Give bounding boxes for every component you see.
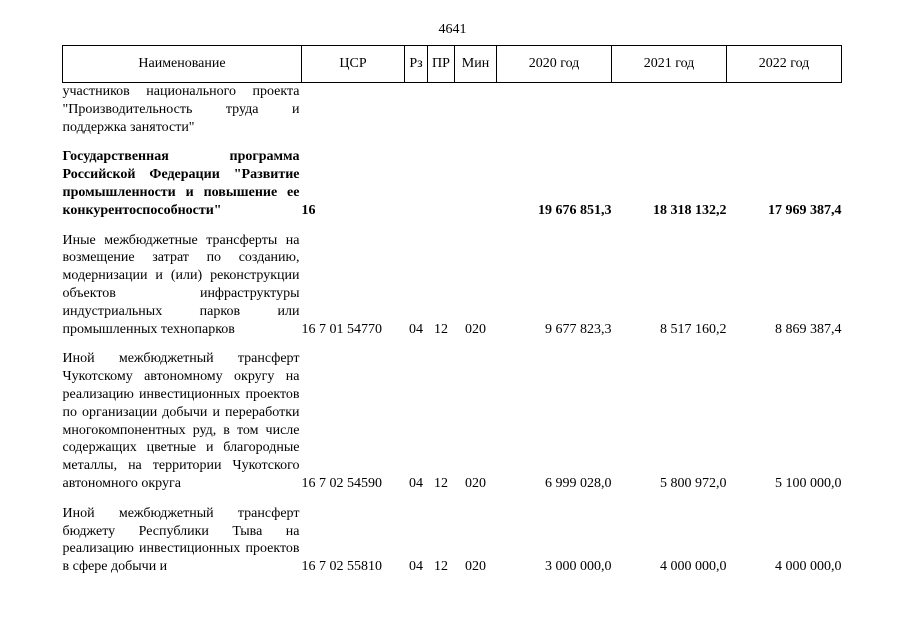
row-csr: 16 7 02 54590	[301, 475, 382, 491]
row-2020: 9 677 823,3	[545, 321, 612, 337]
page-number: 4641	[438, 22, 467, 37]
row-2022: 17 969 387,4	[768, 202, 842, 218]
row-2021	[612, 83, 727, 137]
header-pr: ПР	[428, 46, 455, 83]
row-rz	[405, 136, 428, 219]
budget-table	[62, 45, 842, 576]
header-rz: Рз	[405, 46, 428, 83]
row-pr: 12	[434, 475, 448, 491]
row-min: 020	[465, 559, 486, 575]
row-2021: 18 318 132,2	[653, 202, 727, 218]
row-csr: 16 7 01 54770	[301, 321, 382, 337]
header-min: Мин	[455, 46, 497, 83]
row-2022	[727, 83, 842, 137]
row-min	[455, 83, 497, 137]
header-2022: 2022 год	[727, 46, 842, 83]
header-2020: 2020 год	[497, 46, 612, 83]
row-name: Иные межбюджетные трансферты на возмещение затрат по созданию, модернизации и (или) реконструкции объектов инфраструктуры индустриальных парков или промышленных технопарков	[62, 232, 300, 337]
table-header-row	[63, 46, 842, 83]
row-2020: 19 676 851,3	[538, 202, 612, 218]
row-2022: 4 000 000,0	[775, 559, 842, 575]
row-2021: 4 000 000,0	[660, 559, 727, 575]
row-rz: 04	[409, 559, 423, 575]
table-row	[63, 83, 842, 137]
row-name: Иной межбюджетный трансферт бюджету Республики Тыва на реализацию инвестиционных проектов в сфере добычи и	[62, 505, 300, 575]
row-name: Иной межбюджетный трансферт Чукотскому автономному округу на реализацию инвестиционных проектов по организации добычи и переработки многокомпонентных руд, в том числе содержащих цветные и благородные металлы, на территории Чукотского автономного округа	[62, 351, 300, 491]
table-row	[63, 493, 842, 576]
row-name: участников национального проекта "Производительность труда и поддержка занятости"	[62, 84, 300, 135]
row-2020	[497, 83, 612, 137]
row-pr: 12	[434, 559, 448, 575]
row-rz: 04	[409, 321, 423, 337]
row-csr	[302, 83, 405, 137]
row-name: Государственная программа Российской Федерации "Развитие промышленности и повышение ее конкурентоспособности"	[62, 149, 300, 218]
table-row	[63, 338, 842, 492]
row-2020: 3 000 000,0	[545, 559, 612, 575]
row-2022: 8 869 387,4	[775, 321, 842, 337]
row-rz: 04	[409, 475, 423, 491]
table-row	[63, 220, 842, 339]
row-2021: 5 800 972,0	[660, 475, 727, 491]
row-2022: 5 100 000,0	[775, 475, 842, 491]
header-csr: ЦСР	[302, 46, 405, 83]
row-pr	[428, 136, 455, 219]
row-min: 020	[465, 321, 486, 337]
row-2021: 8 517 160,2	[660, 321, 727, 337]
row-csr: 16	[301, 202, 316, 218]
header-name: Наименование	[63, 46, 302, 83]
header-2021: 2021 год	[612, 46, 727, 83]
row-pr: 12	[434, 321, 448, 337]
row-pr	[428, 83, 455, 137]
row-min: 020	[465, 475, 486, 491]
row-min	[455, 136, 497, 219]
table-row	[63, 136, 842, 219]
row-csr: 16 7 02 55810	[301, 559, 382, 575]
row-rz	[405, 83, 428, 137]
row-2020: 6 999 028,0	[545, 475, 612, 491]
